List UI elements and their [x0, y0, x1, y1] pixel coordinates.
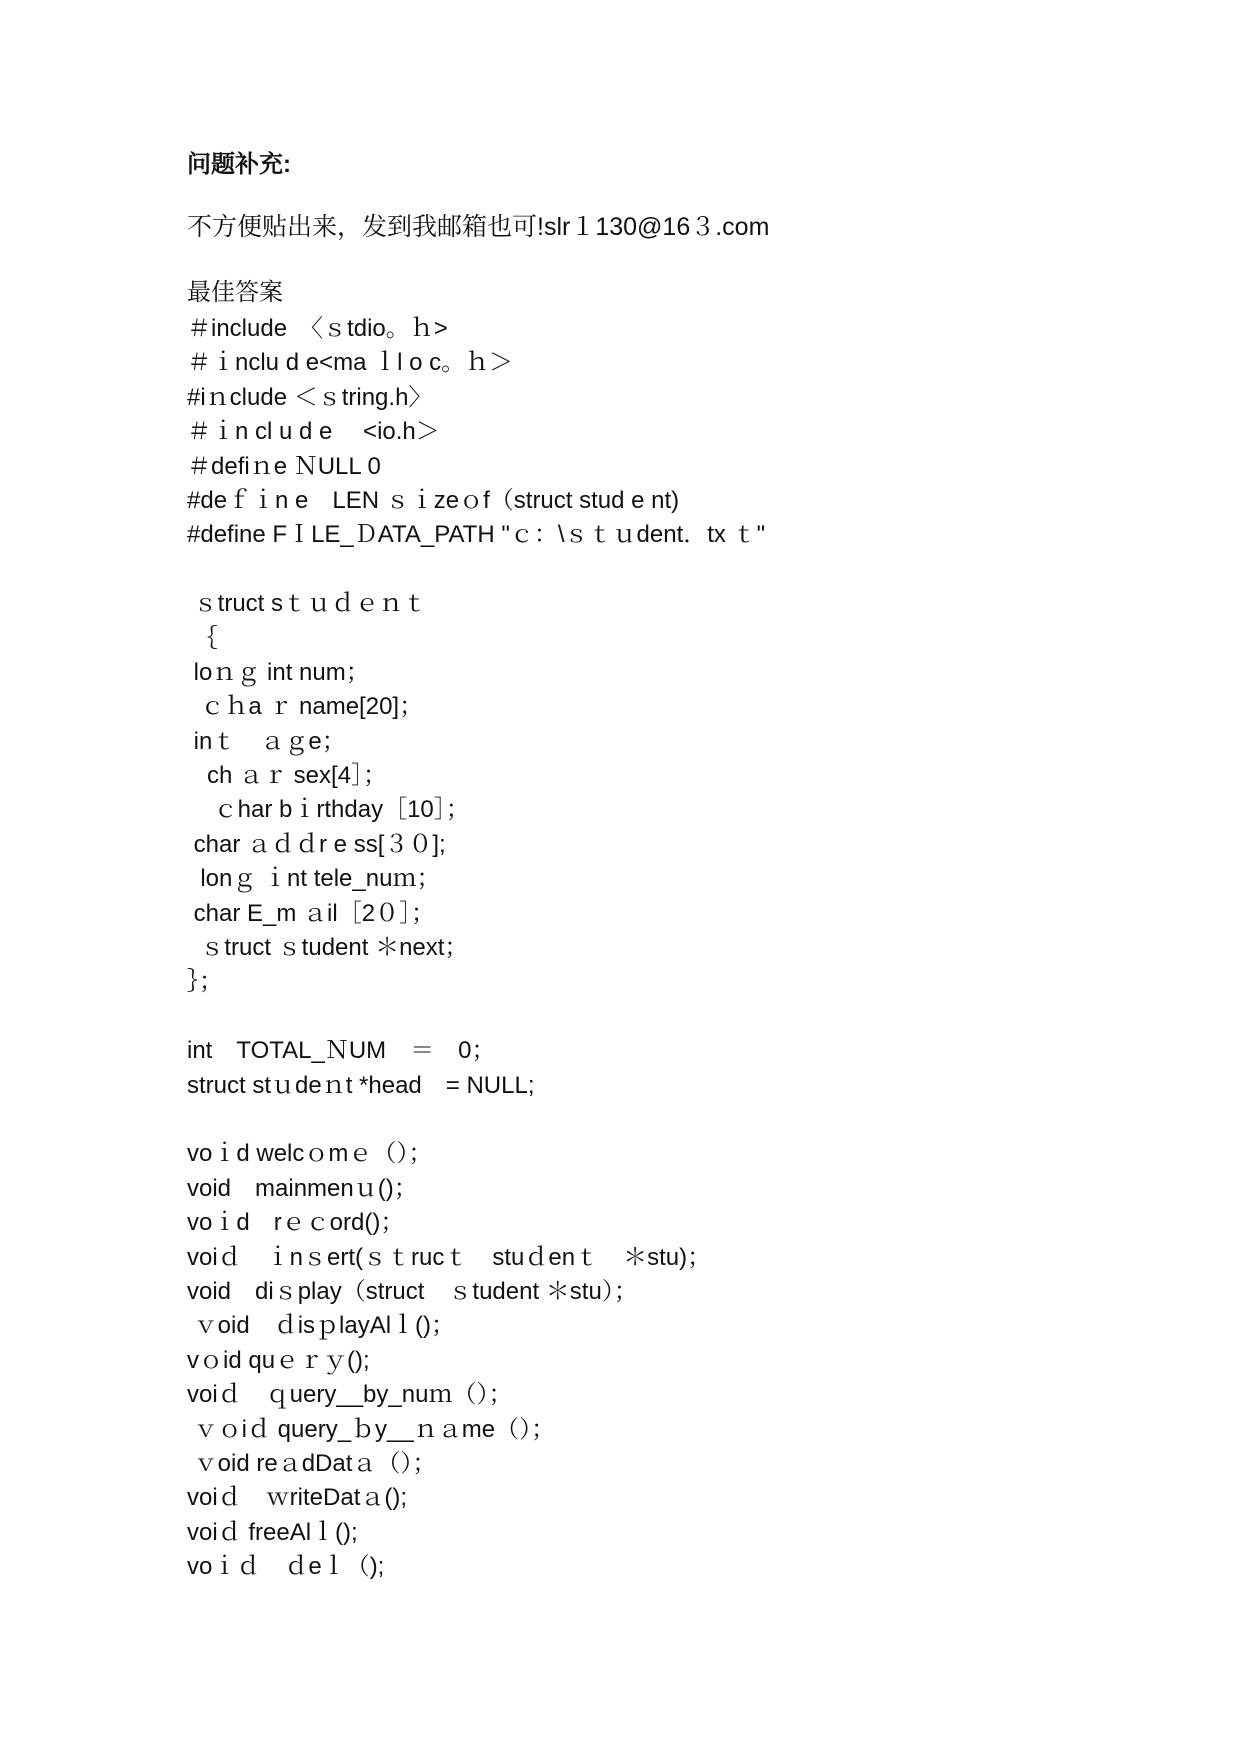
code-line: ＃ｉn cl u d e <io.h＞ [187, 418, 440, 446]
code-line [187, 553, 1087, 587]
code-line: #deｆｉn e LEN ｓｉzeｏf（struct stud e nt) [187, 486, 680, 514]
code-line: voｉd welcｏmｅ（）； [187, 1140, 433, 1168]
code-block [187, 312, 1087, 1584]
code-line: #iｎclude ＜ｓtring.h〉 [187, 383, 433, 411]
code-line: ｃhar bｉrthday［10］； [187, 796, 470, 824]
code-line: struct stｕdeｎt *head = NULL; [187, 1071, 535, 1099]
code-line: voiｄ freeAlｌ(); [187, 1518, 358, 1546]
code-line [187, 1103, 1087, 1137]
code-line: ＃ｉnclu d e<ma ｌl o c。ｈ＞ [187, 349, 514, 377]
code-line: int TOTAL_ＮUM ＝ 0； [187, 1037, 496, 1065]
best-answer-title: 最佳答案 [187, 279, 283, 306]
code-line: voiｄ ｑuery__by_nuｍ（）； [187, 1381, 513, 1409]
code-line: vｏid quｅｒｙ(); [187, 1346, 370, 1374]
code-line: ｛ [187, 624, 218, 652]
code-line: voiｄ ｗriteDatａ(); [187, 1484, 408, 1512]
code-line: ｃｈa ｒ name[20]； [187, 693, 424, 721]
code-line: char E_m ａil［2０］； [187, 899, 436, 927]
code-line: void mainmenｕ()； [187, 1174, 418, 1202]
code-line: ｝； [187, 968, 223, 996]
code-line: ｖｏiｄ query_ｂy__ｎａme（）； [187, 1415, 556, 1443]
code-line: ｖoid ｄisｐlayAlｌ()； [187, 1312, 456, 1340]
code-line: voiｄ ｉnｓert(ｓｔrucｔ stuｄenｔ ＊stu)； [187, 1243, 712, 1271]
code-line: voｉd rｅｃord()； [187, 1209, 405, 1237]
code-line [187, 1000, 1087, 1034]
code-line: #define FＩLE_ＤATA_PATH "ｃ：\ｓｔｕdent．tx ｔ" [187, 521, 766, 549]
code-line: void diｓplay（struct ｓtudent ＊stu）； [187, 1277, 638, 1305]
code-line: ｖoid reａdDatａ（）； [187, 1449, 437, 1477]
code-line: ＃defiｎe ＮULL 0 [187, 452, 381, 480]
code-line: voｉｄ ｄeｌ（); [187, 1553, 385, 1581]
code-line: ｓtruct sｔｕｄｅｎｔ [187, 590, 428, 618]
code-line: lonｇ ｉnt tele_nuｍ； [187, 865, 441, 893]
question-supplement-heading: 问题补充: [187, 151, 291, 178]
code-line: ｓtruct ｓtudent ＊next； [187, 934, 469, 962]
code-line: ch ａｒ sex[4］； [187, 762, 388, 790]
supplement-text: 不方便贴出来，发到我邮箱也可!slr１130@16３.com [187, 213, 770, 241]
code-line: char ａｄｄr e ss[３０]; [187, 830, 446, 858]
code-line: loｎｇ int num； [187, 658, 370, 686]
code-line: inｔ ａｇe； [187, 727, 346, 755]
code-line: ＃include 〈ｓtdio。ｈ> [187, 315, 448, 342]
